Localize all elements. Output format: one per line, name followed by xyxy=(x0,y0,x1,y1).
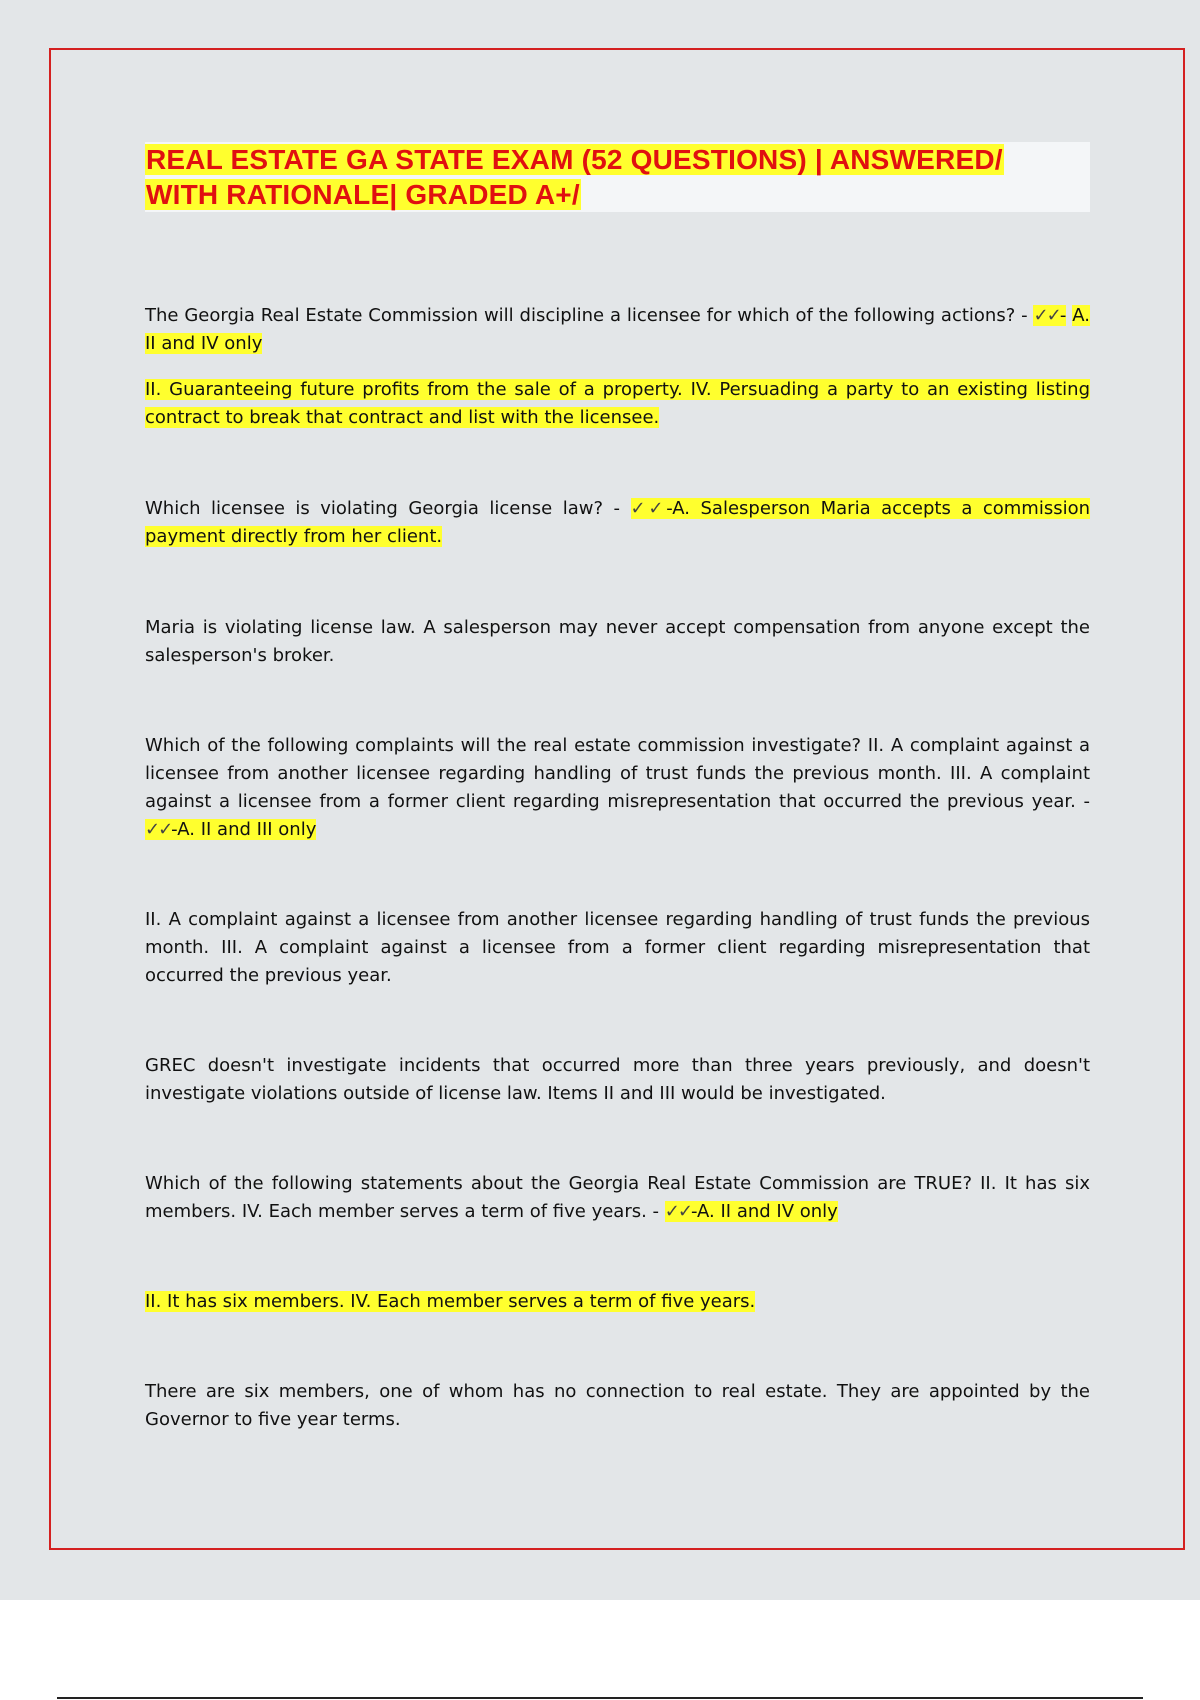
question-2-rationale xyxy=(145,614,1090,670)
document-title xyxy=(145,142,1090,212)
footer-rule xyxy=(57,1697,1143,1699)
question-2-text: Which licensee is violating Georgia license law? - xyxy=(145,498,631,519)
title-line-1: REAL ESTATE GA STATE EXAM (52 QUESTIONS) | ANSWERED/ xyxy=(146,144,1003,175)
question-1-detail xyxy=(145,376,1090,432)
question-3-detail xyxy=(145,906,1090,990)
double-check-icon: ✓✓ xyxy=(1033,305,1060,326)
question-4-answer: -A. II and IV only xyxy=(690,1201,838,1222)
question-3 xyxy=(145,732,1090,844)
title-line-2: WITH RATIONALE| GRADED A+/ xyxy=(146,179,580,210)
question-1-answer: A. II and IV only xyxy=(145,305,1090,354)
question-3-rationale-text: GREC doesn't investigate incidents that occurred more than three years previously, and doesn't investigate violations outside of license law. Items II and III would be investigated. xyxy=(145,1055,1090,1104)
question-4 xyxy=(145,1170,1090,1226)
double-check-icon: ✓✓ xyxy=(630,498,667,519)
question-1-text: The Georgia Real Estate Commission will discipline a licensee for which of the following actions? - xyxy=(145,305,1034,326)
question-2 xyxy=(145,495,1090,551)
question-4-detail-text: II. It has six members. IV. Each member serves a term of five years. xyxy=(145,1291,756,1312)
question-2-answer: -A. Salesperson Maria accepts a commission payment directly from her client. xyxy=(145,498,1090,547)
question-3-rationale xyxy=(145,1052,1090,1108)
question-4-detail xyxy=(145,1288,1090,1316)
question-1-detail-text: II. Guaranteeing future profits from the sale of a property. IV. Persuading a party to an existing listing contract to break that contract and list with the licensee. xyxy=(145,379,1090,428)
question-4-text: Which of the following statements about the Georgia Real Estate Commission are TRUE? II. It has six members. IV. Each member serves a term of five years. - xyxy=(145,1173,1090,1222)
question-4-rationale-text: There are six members, one of whom has no connection to real estate. They are appointed by the Governor to five year terms. xyxy=(145,1381,1090,1430)
question-3-text: Which of the following complaints will the real estate commission investigate? II. A complaint against a licensee from another licensee regarding handling of trust funds the previous month. III. A complaint against a licensee from a former client regarding misrepresentation that occurred the previous year. - xyxy=(145,735,1090,812)
question-3-detail-text: II. A complaint against a licensee from another licensee regarding handling of trust funds the previous month. III. A complaint against a licensee from a former client regarding misrepresentation that occurred the previous year. xyxy=(145,909,1090,986)
double-check-icon: ✓✓ xyxy=(145,819,172,840)
document-content xyxy=(145,142,1090,1434)
question-3-answer: -A. II and III only xyxy=(171,819,317,840)
question-4-rationale xyxy=(145,1378,1090,1434)
double-check-icon: ✓✓ xyxy=(664,1201,691,1222)
question-1-answer-dash: - xyxy=(1059,305,1067,326)
question-2-rationale-text: Maria is violating license law. A salesperson may never accept compensation from anyone except the salesperson's broker. xyxy=(145,617,1090,666)
question-1 xyxy=(145,302,1090,358)
